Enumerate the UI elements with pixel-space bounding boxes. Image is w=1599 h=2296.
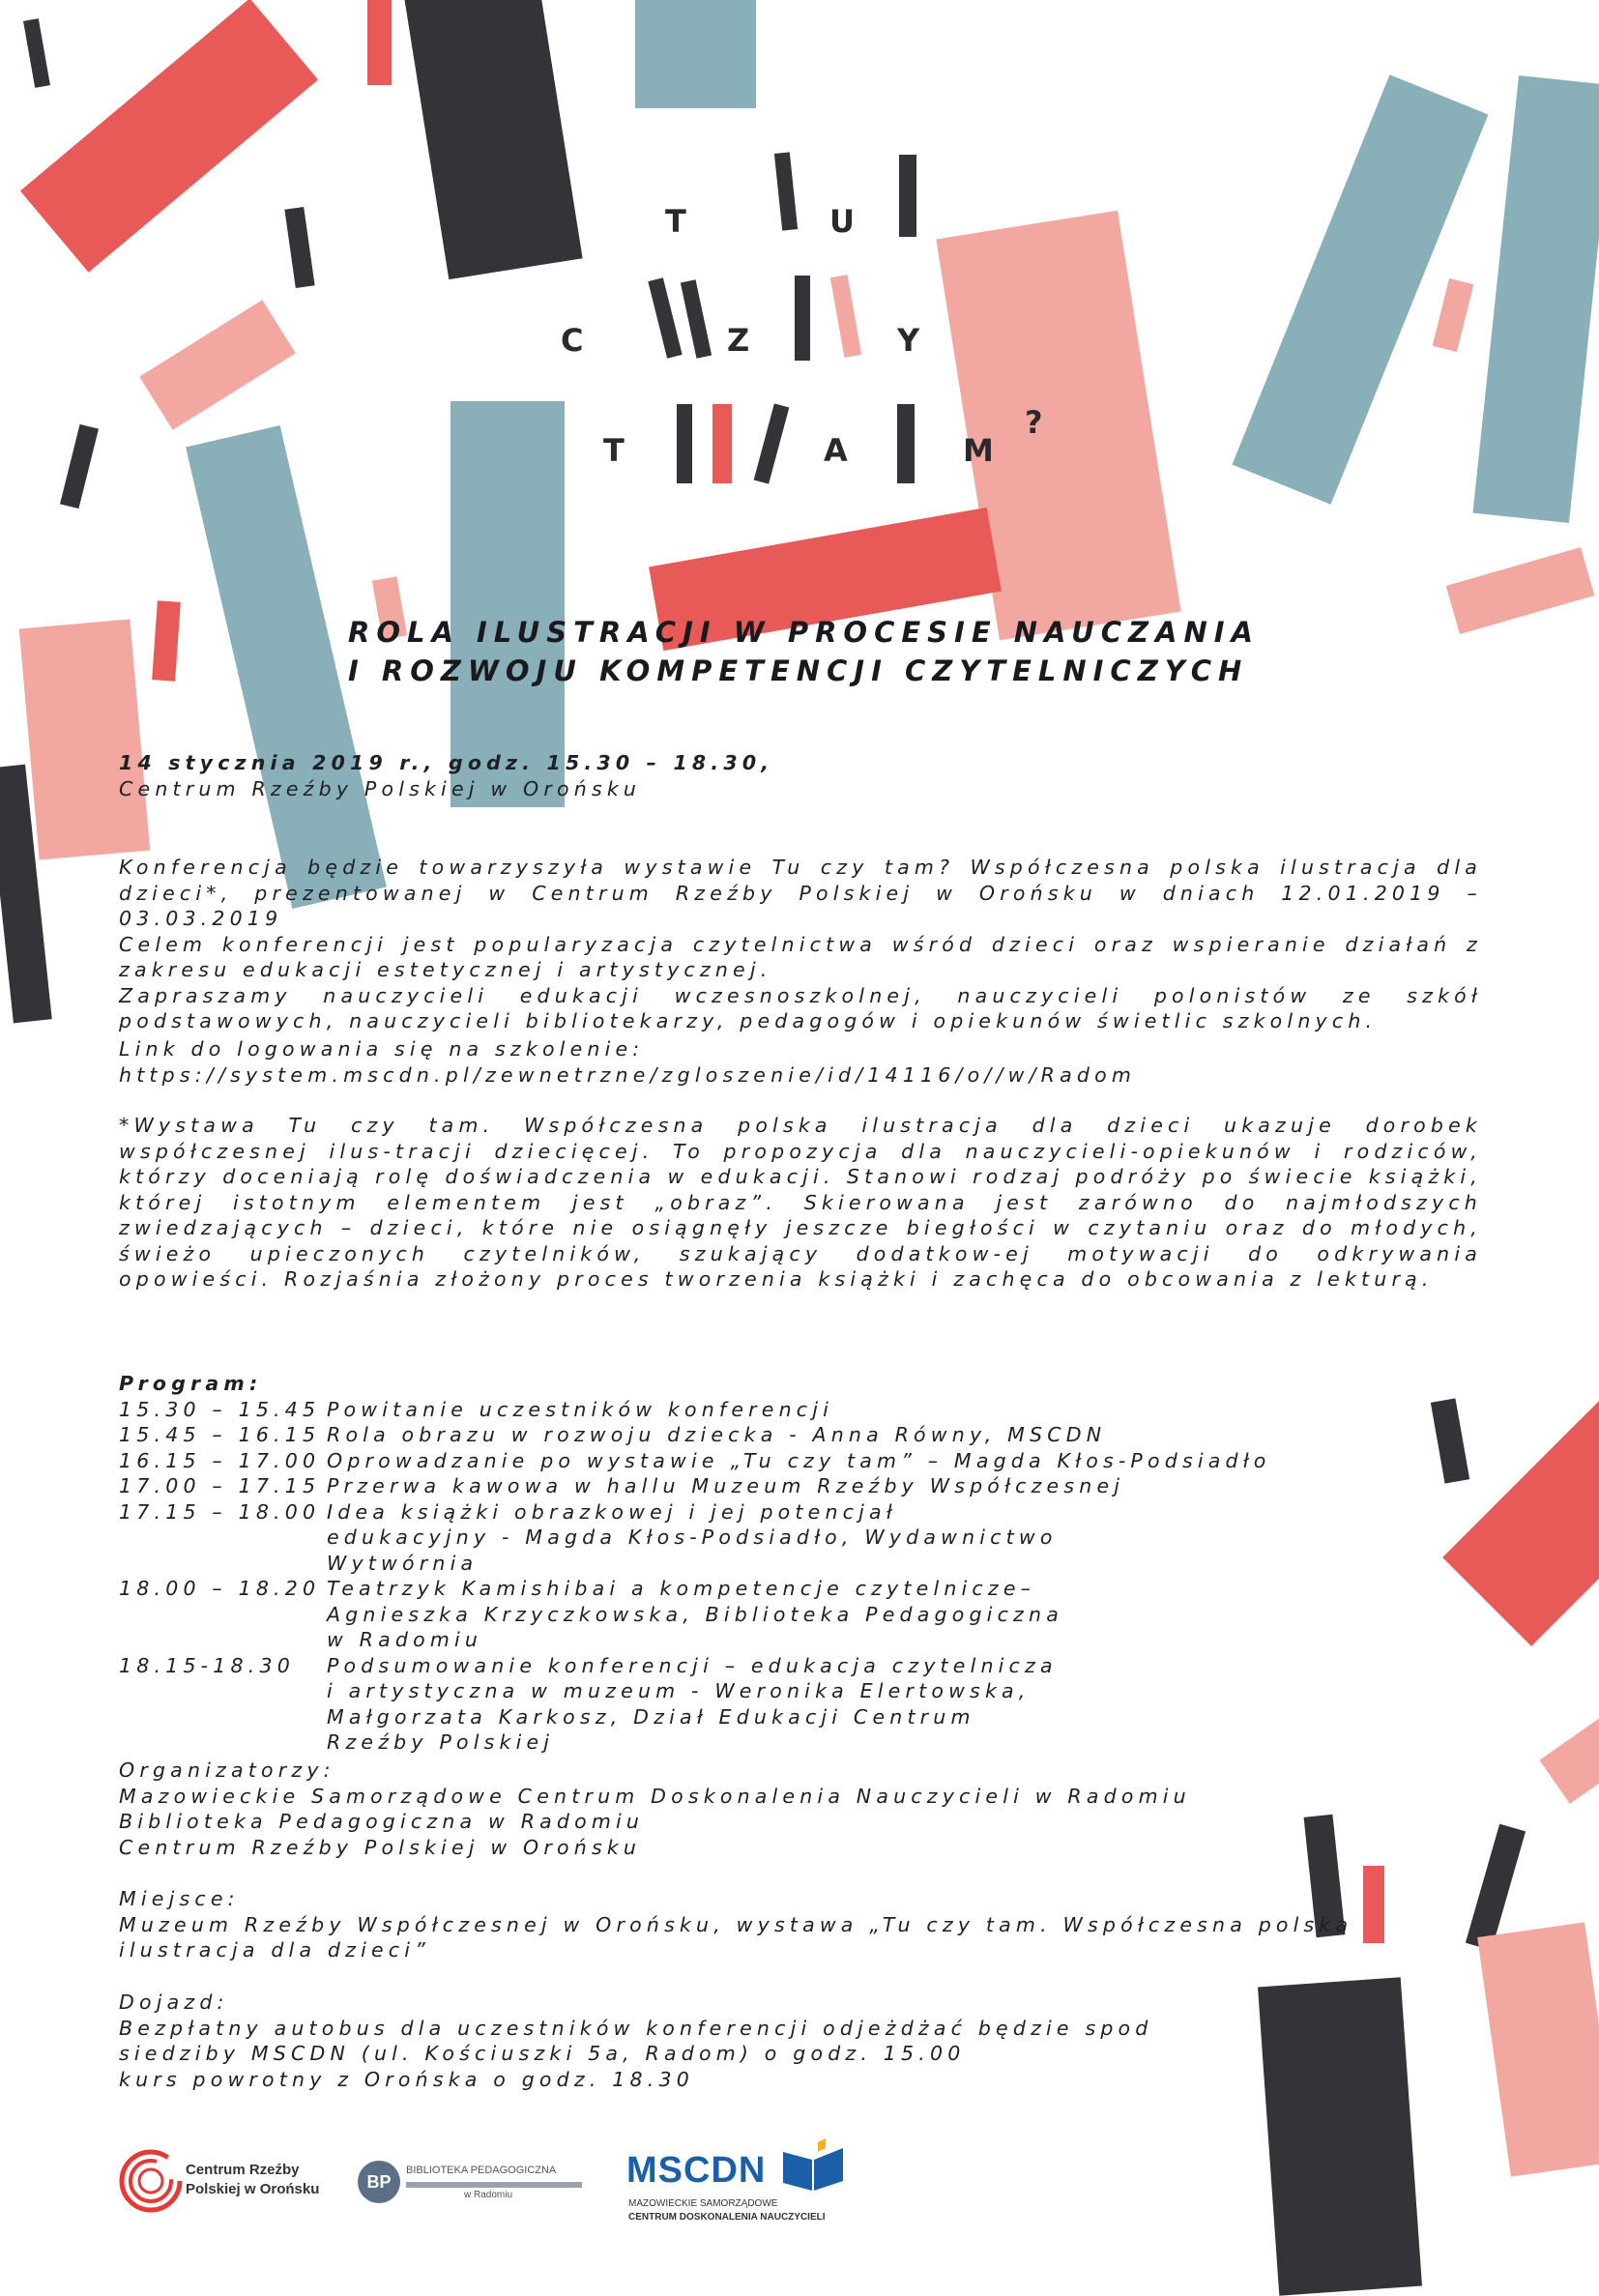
transport-label: Dojazd:	[119, 1991, 229, 2014]
program	[119, 1371, 1482, 1756]
title-letter: C	[561, 322, 584, 359]
shape-pink-bar	[139, 300, 296, 430]
title-letter: U	[829, 203, 855, 240]
crp-logo-line: Centrum Rzeźby	[186, 2162, 300, 2178]
program-desc: Teatrzyk Kamishibai a kompetencje czytelnicze– Agnieszka Krzyczkowska, Biblioteka Pedagogiczna w Radomiu	[327, 1577, 1063, 1651]
title-letter: M	[963, 432, 994, 469]
transport	[119, 1990, 1482, 2092]
title-stroke	[897, 404, 915, 483]
shape-pink-bar	[1446, 547, 1595, 634]
shape-dark-bar	[23, 18, 50, 88]
program-item	[119, 1499, 1482, 1577]
program-time: 15.30 – 15.45	[119, 1397, 321, 1421]
organizer-item: Mazowieckie Samorządowe Centrum Doskonalenia Nauczycieli w Radomiu	[119, 1784, 1191, 1808]
crp-logo-line: Polskiej w Orońsku	[186, 2181, 320, 2197]
shape-blue-bar	[1472, 75, 1599, 523]
program-desc: Powitanie uczestników konferencji	[327, 1397, 834, 1421]
logo-crp	[116, 2146, 338, 2216]
shape-red-bar	[367, 0, 392, 85]
program-item	[119, 1576, 1482, 1653]
bp-logo-line: BIBLIOTEKA PEDAGOGICZNA	[406, 2165, 557, 2176]
title-stroke	[830, 275, 861, 358]
shape-pink-bar	[1433, 278, 1474, 352]
program-time: 18.15-18.30	[119, 1653, 295, 1677]
program-desc: Przerwa kawowa w hallu Muzeum Rzeźby Współczesnej	[327, 1474, 1125, 1497]
bp-logo-mark: BP	[358, 2161, 400, 2203]
title-letter: Z	[727, 322, 750, 359]
description	[119, 855, 1482, 1034]
crp-logo-mark-icon	[116, 2146, 186, 2216]
place-text: Muzeum Rzeźby Współczesnej w Orońsku, wystawa „Tu czy tam. Współczesna polska ilustracja dla dzieci”	[119, 1912, 1353, 1962]
program-item	[119, 1448, 1482, 1474]
program-time: 16.15 – 17.00	[119, 1448, 321, 1472]
registration	[119, 1036, 1482, 1088]
footnote	[119, 1113, 1482, 1293]
program-desc: Podsumowanie konferencji – edukacja czytelnicza i artystyczna w muzeum - Weronika Elertowska, Małgorzata Karkosz, Dział Edukacji Centrum Rzeźby Polskiej	[327, 1653, 1058, 1754]
title-letter: Y	[897, 322, 920, 359]
shape-pink-bar	[1477, 1922, 1599, 2176]
shape-dark-bar	[60, 424, 99, 509]
program-item	[119, 1473, 1482, 1499]
program-time: 17.15 – 18.00	[119, 1499, 321, 1524]
shape-blue-bar	[451, 401, 565, 807]
mscdn-book-icon	[779, 2138, 847, 2193]
place	[119, 1886, 1472, 1963]
mscdn-logo-mark: MSCDN	[626, 2150, 767, 2191]
description-paragraph: Konferencja będzie towarzyszyła wystawie Tu czy tam? Współczesna polska ilustracja dla dzieci*, prezentowanej w Centrum Rzeźby Polskiej w Orońsku w dniach 12.01.2019 – 03.03.2019	[119, 856, 1482, 930]
organizers-label: Organizatorzy:	[119, 1758, 335, 1782]
mscdn-logo-line: CENTRUM DOSKONALENIA NAUCZYCIELI	[628, 2212, 826, 2223]
organizer-item: Biblioteka Pedagogiczna w Radomiu	[119, 1810, 645, 1833]
program-desc: Rola obrazu w rozwoju dziecka - Anna Równy, MSCDN	[327, 1423, 1107, 1446]
title-letter: ?	[1025, 404, 1043, 441]
transport-line: kurs powrotny z Orońska o godz. 18.30	[119, 2067, 694, 2091]
title-stroke	[774, 152, 798, 230]
shape-blue-bar	[635, 0, 756, 108]
program-label: Program:	[119, 1372, 263, 1395]
transport-line: siedziby MSCDN (ul. Kościuszki 5a, Radom) o godz. 15.00	[119, 2042, 966, 2065]
program-item	[119, 1653, 1482, 1756]
shape-dark-bar	[284, 207, 314, 288]
registration-link[interactable]: https://system.mscdn.pl/zewnetrzne/zgloszenie/id/14116/o//w/Radom	[119, 1062, 1137, 1087]
program-item	[119, 1397, 1482, 1423]
title-stroke	[677, 404, 692, 483]
bp-logo-rule	[406, 2182, 582, 2188]
program-time: 17.00 – 17.15	[119, 1474, 321, 1497]
event-date: 14 stycznia 2019 r., godz. 15.30 – 18.30,	[119, 751, 774, 774]
organizer-item: Centrum Rzeźby Polskiej w Orońsku	[119, 1835, 642, 1859]
program-desc: Oprowadzanie po wystawie „Tu czy tam” – Magda Kłos-Podsiadło	[327, 1448, 1271, 1472]
registration-label: Link do logowania się na szkolenie:	[119, 1037, 645, 1061]
description-paragraph: Celem konferencji jest popularyzacja czytelnictwa wśród dzieci oraz wspieranie działań z zakresu edukacji estetycznej i artystycznej.	[119, 932, 1482, 981]
title-letter: A	[824, 432, 848, 469]
title-stroke	[899, 155, 916, 237]
title-letter: T	[665, 203, 686, 240]
title-stroke	[795, 276, 810, 361]
title-stroke	[754, 403, 790, 483]
mscdn-logo-line: MAZOWIECKIE SAMORZĄDOWE	[628, 2198, 778, 2209]
event-info	[119, 750, 1482, 801]
logo-mscdn	[626, 2138, 858, 2225]
heading-line: ROLA ILUSTRACJI W PROCESIE NAUCZANIA	[348, 616, 1260, 649]
shape-red-bar	[20, 0, 318, 273]
program-time: 18.00 – 18.20	[119, 1577, 321, 1600]
program-desc: Idea książki obrazkowej i jej potencjał edukacyjny - Magda Kłos-Podsiadło, Wydawnictwo Wytwórnia	[327, 1499, 1058, 1575]
transport-line: Bezpłatny autobus dla uczestników konferencji odjeżdżać będzie spod	[119, 2016, 1153, 2040]
footnote-text: *Wystawa Tu czy tam. Współczesna polska ilustracja dla dzieci ukazuje dorobek współczesnej ilus-tracji dziecięcej. To propozycja dla nauczycieli-opiekunów i rodziców, którzy doceniają rolę doświadczenia w edukacji. Stanowi rodzaj podróży po świecie książki, której istotnym elementem jest „obraz”. Skierowana jest zarówno do najmłodszych zwiedzających – dzieci, które nie osiągnęły jeszcze biegłości w czytaniu oraz do młodych, świeżo upieczonych czytelników, szukający dodatkow-ej motywacji do odkrywania opowieści. Rozjaśnia złożony proces tworzenia książki i zachęca do obcowania z lekturą.	[119, 1114, 1482, 1291]
program-time: 15.45 – 16.15	[119, 1423, 321, 1446]
bp-logo-line: w Radomiu	[464, 2190, 513, 2200]
logo-bp	[358, 2159, 590, 2207]
place-label: Miejsce:	[119, 1887, 240, 1910]
conference-heading	[348, 613, 1315, 690]
title-stroke	[648, 277, 682, 358]
title-letter: T	[603, 432, 625, 469]
shape-dark-bar	[403, 0, 582, 279]
description-paragraph: Zapraszamy nauczycieli edukacji wczesnoszkolnej, nauczycieli polonistów ze szkół podstawowych, nauczycieli bibliotekarzy, pedagogów i opiekunów świetlic szkolnych.	[119, 983, 1482, 1032]
title-stroke	[681, 279, 712, 359]
heading-line: I ROZWOJU KOMPETENCJI CZYTELNICZYCH	[348, 654, 1249, 687]
program-item	[119, 1422, 1482, 1448]
organizers	[119, 1758, 1482, 1860]
title-stroke	[712, 404, 732, 483]
shape-red-bar	[152, 600, 181, 681]
event-venue: Centrum Rzeźby Polskiej w Orońsku	[119, 776, 642, 800]
shape-pink-bar	[1539, 1710, 1599, 1804]
shape-pink-bar	[19, 619, 150, 859]
